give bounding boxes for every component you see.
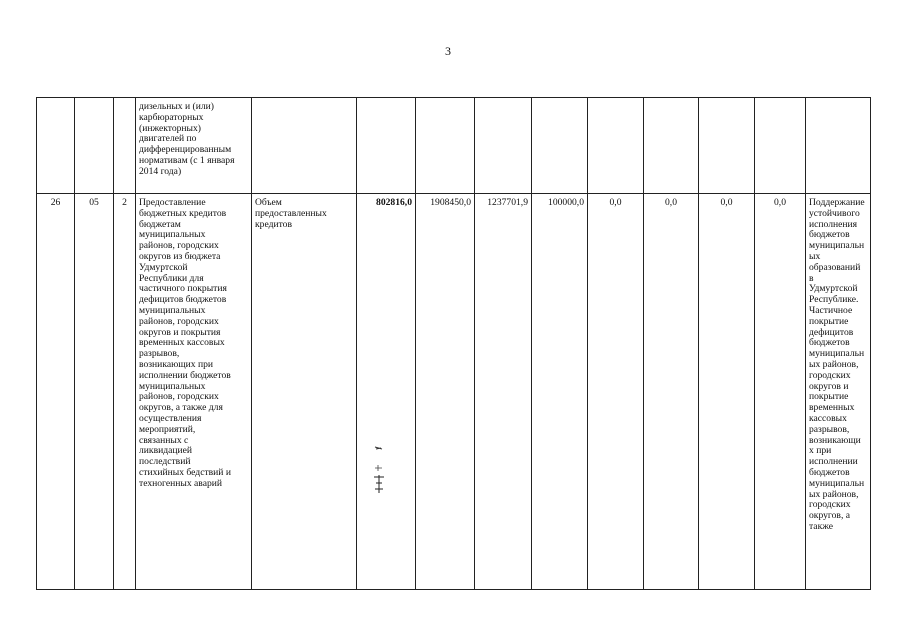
cell-description: дизельных и (или) карбюраторных (инжекторных) двигателей по дифференцированным нормативам (с 1 января 2014 года) xyxy=(136,98,252,194)
cell-value: 0,0 xyxy=(755,194,806,590)
page-number: 3 xyxy=(445,44,451,58)
cell-value: 1237701,9 xyxy=(475,194,532,590)
cell-indicator: Объем предоставленных кредитов xyxy=(252,194,357,590)
cell-value: 0,0 xyxy=(588,194,644,590)
cell-value: 100000,0 xyxy=(532,194,588,590)
cell-code1 xyxy=(75,98,114,194)
handwritten-mark xyxy=(372,445,386,495)
cell-goal xyxy=(806,98,871,194)
cell-num: 26 xyxy=(37,194,75,590)
cell-value: 1908450,0 xyxy=(416,194,475,590)
cell-value xyxy=(644,98,699,194)
cell-goal: Поддержание устойчивого исполнения бюджетов муниципальн ых образований в Удмуртской Республике. Частичное покрытие дефицитов бюджетов муниципальн ых районов, городских округов и покрытие временных кассовых разрывов, возникающи х при исполнении бюджетов муниципальн ых районов, городских округов, а также xyxy=(806,194,871,590)
cell-value xyxy=(475,98,532,194)
cell-value xyxy=(357,98,416,194)
cell-indicator xyxy=(252,98,357,194)
cell-value: 802816,0 xyxy=(357,194,416,590)
cell-value: 0,0 xyxy=(699,194,755,590)
cell-value xyxy=(532,98,588,194)
cell-value: 0,0 xyxy=(644,194,699,590)
cell-value xyxy=(699,98,755,194)
cell-value xyxy=(755,98,806,194)
cell-description: Предоставление бюджетных кредитов бюджетам муниципальных районов, городских округов из бюджета Удмуртской Республики для частичного покрытия дефицитов бюджетов муниципальных районов, городских округов и покрытия временных кассовых разрывов, возникающих при исполнении бюджетов муниципальных районов, городских округов, а также для осуществления мероприятий, связанных с ликвидацией последствий стихийных бедствий и техногенных аварий xyxy=(136,194,252,590)
cell-num xyxy=(37,98,75,194)
table-row xyxy=(37,194,871,590)
table-row xyxy=(37,98,871,194)
cell-code2 xyxy=(114,98,136,194)
program-table xyxy=(36,97,871,590)
cell-code2: 2 xyxy=(114,194,136,590)
cell-code1: 05 xyxy=(75,194,114,590)
cell-value xyxy=(588,98,644,194)
cell-value xyxy=(416,98,475,194)
